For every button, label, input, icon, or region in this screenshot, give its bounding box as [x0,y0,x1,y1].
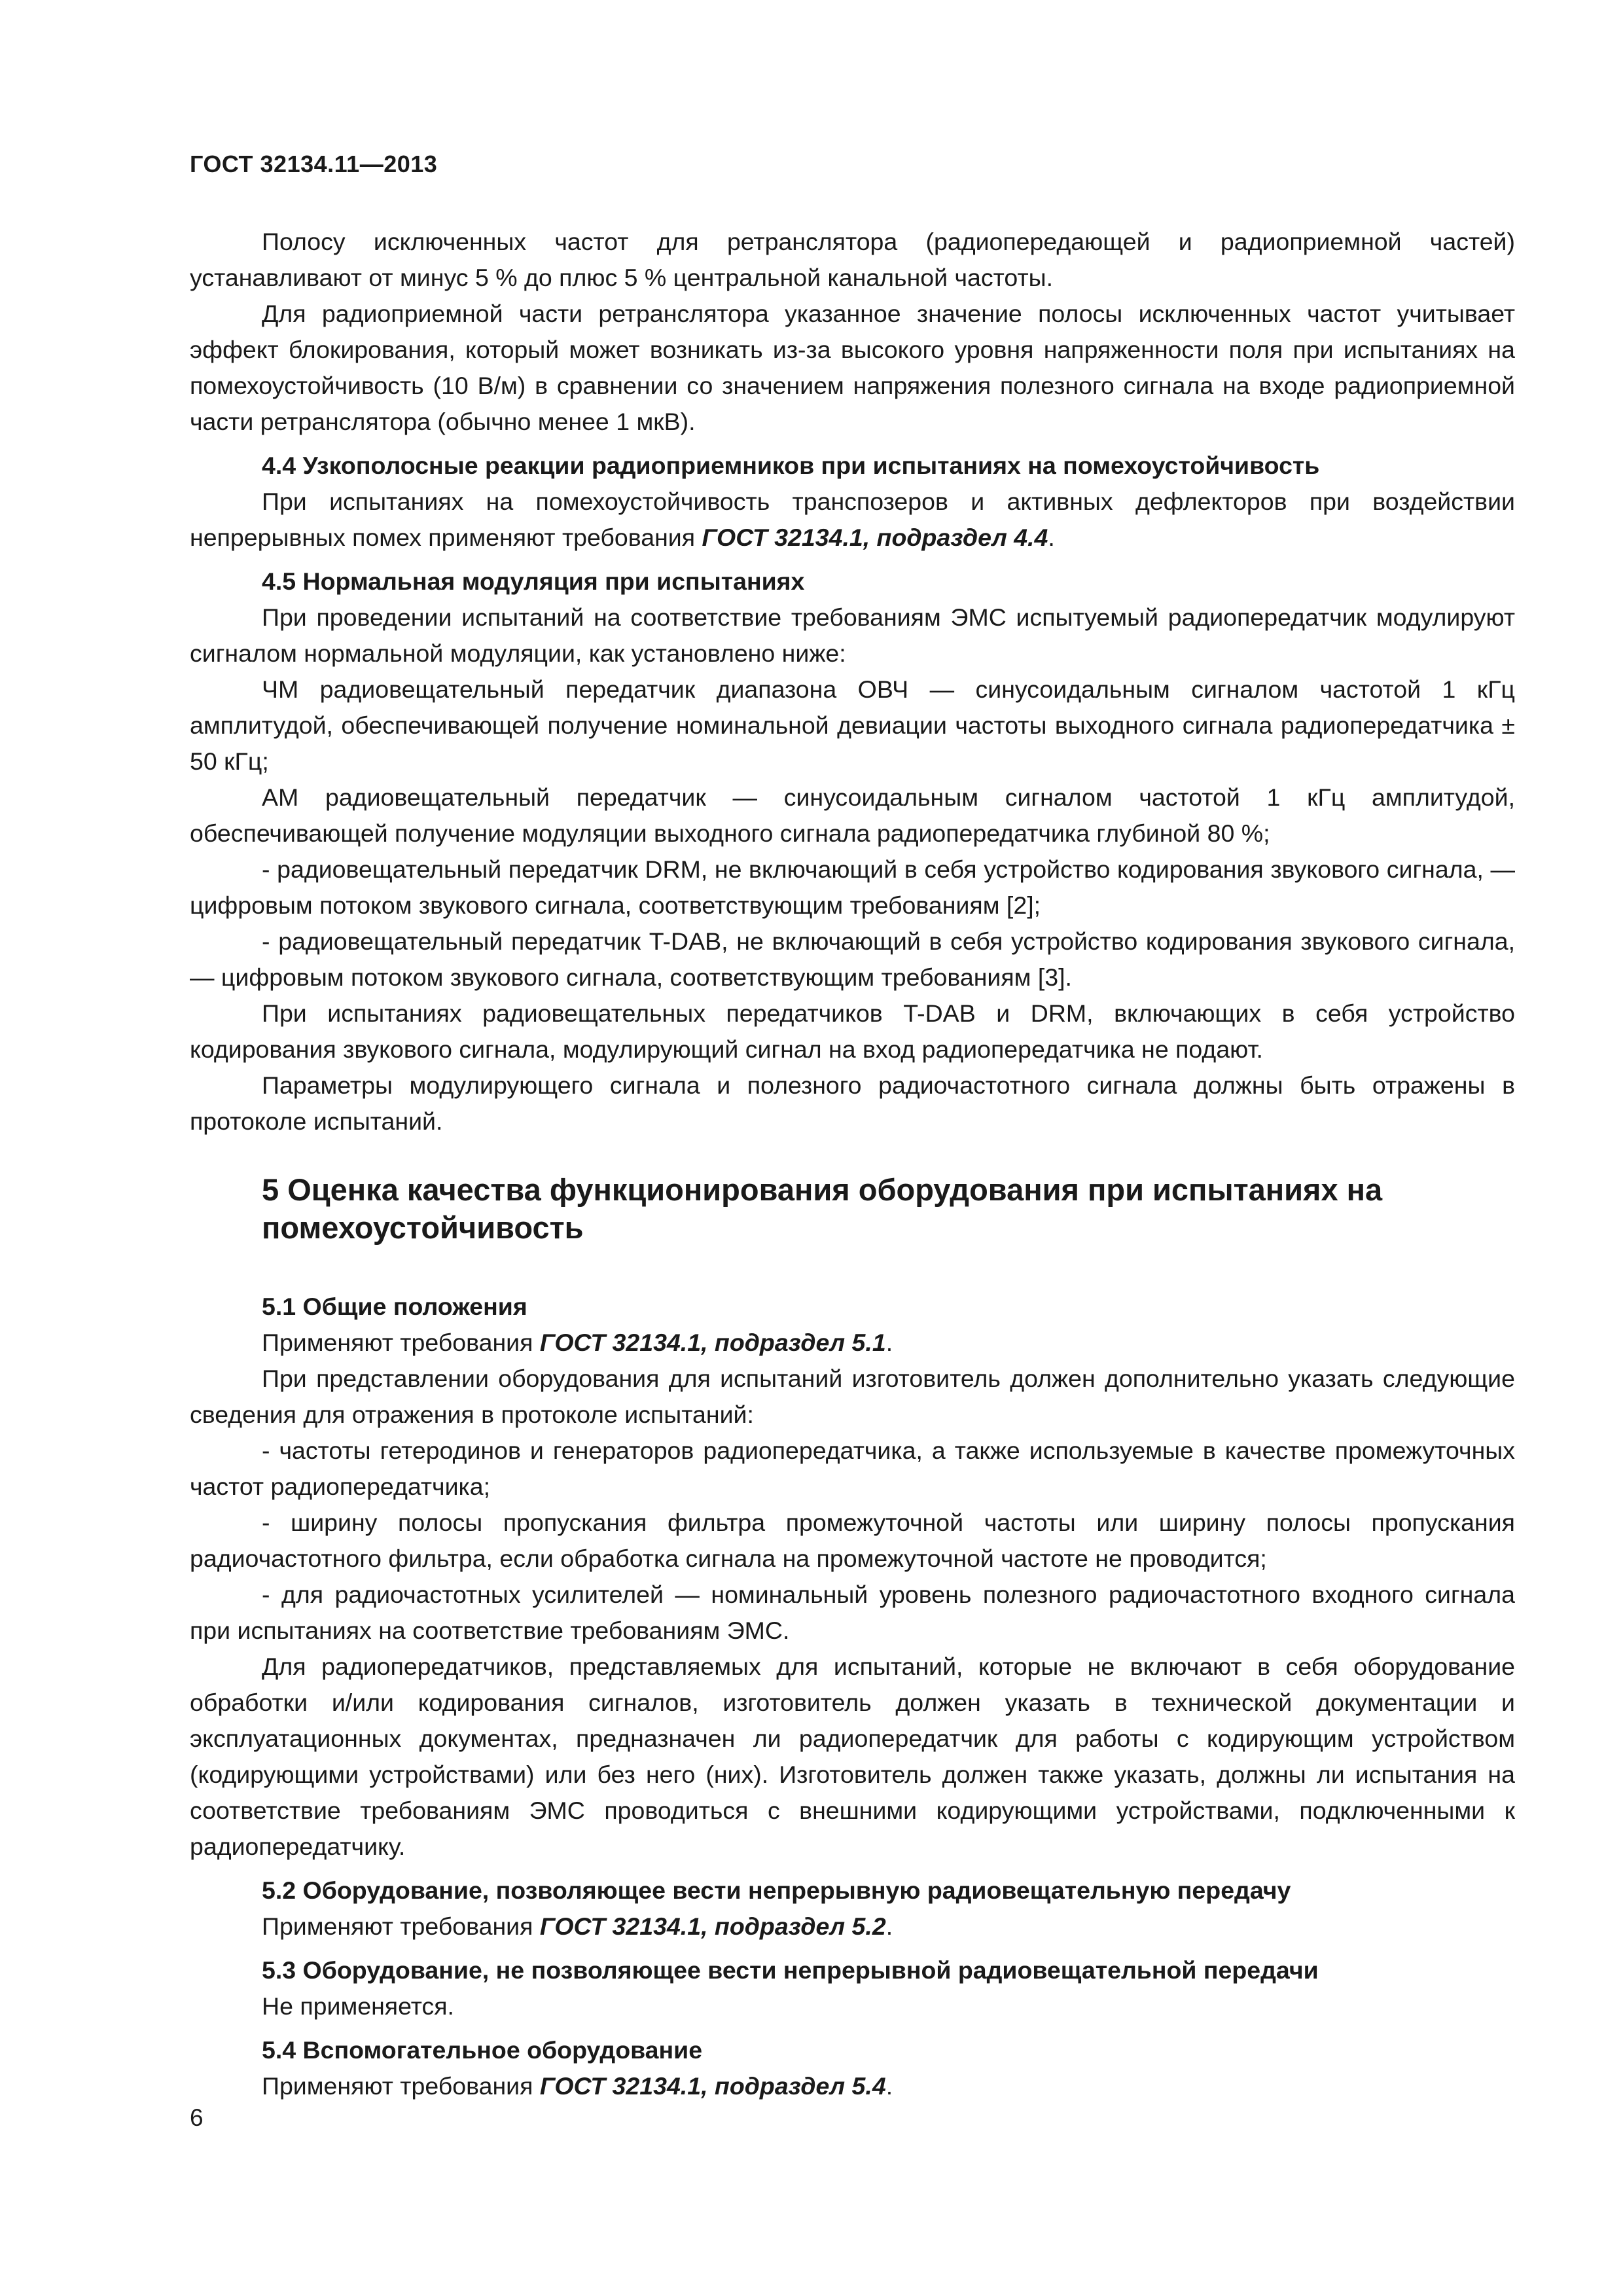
standard-reference: ГОСТ 32134.1, подраздел 5.1 [539,1329,886,1356]
list-item: - ширину полосы пропускания фильтра промежуточной частоты или ширину полосы пропускания радиочастотного фильтра, если обработка сигнала на промежуточной частоте не проводится; [190,1509,1515,1572]
section-4-4-title: 4.4 Узкополосные реакции радиоприемников при испытаниях на помехоустойчивость [262,452,1320,479]
paragraph: При представлении оборудования для испытаний изготовитель должен дополнительно указать следующие сведения для отражения в протоколе испытаний: [190,1365,1515,1428]
paragraph: Применяют требования ГОСТ 32134.1, подраздел 5.1. [262,1329,893,1356]
list-item: - радиовещательный передатчик T-DAB, не включающий в себя устройство кодирования звукового сигнала, — цифровым потоком звукового сигнала, соответствующим требованиям [3]. [190,927,1515,991]
paragraph: Не применяется. [262,1992,454,2020]
paragraph: Применяют требования ГОСТ 32134.1, подраздел 5.4. [262,2072,893,2100]
section-5-2-title: 5.2 Оборудование, позволяющее вести непрерывную радиовещательную передачу [262,1876,1291,1904]
standard-reference: ГОСТ 32134.1, подраздел 4.4 [702,524,1048,551]
list-item: - радиовещательный передатчик DRM, не включающий в себя устройство кодирования звукового сигнала, — цифровым потоком звукового сигнала, соответствующим требованиям [2]; [190,855,1515,919]
paragraph: АМ радиовещательный передатчик — синусоидальным сигналом частотой 1 кГц амплитудой, обеспечивающей получение модуляции выходного сигнала радиопередатчика глубиной 80 %; [190,783,1515,847]
paragraph: При проведении испытаний на соответствие требованиям ЭМС испытуемый радиопередатчик модулируют сигналом нормальной модуляции, как установлено ниже: [190,603,1515,667]
paragraph: При испытаниях радиовещательных передатчиков T-DAB и DRM, включающих в себя устройство кодирования звукового сигнала, модулирующий сигнал на вход радиопередатчика не подают. [190,999,1515,1063]
paragraph: Параметры модулирующего сигнала и полезного радиочастотного сигнала должны быть отражены в протоколе испытаний. [190,1071,1515,1135]
list-item: - для радиочастотных усилителей — номинальный уровень полезного радиочастотного входного сигнала при испытаниях на соответствие требованиям ЭМС. [190,1581,1515,1644]
paragraph: Для радиопередатчиков, представляемых для испытаний, которые не включают в себя оборудование обработки и/или кодирования сигналов, изготовитель должен указать в технической документации и эксплуатационных документах, предназначен ли радиопередатчик для работы с кодирующим устройством (кодирующими устройствами) или без него (них). Изготовитель должен также указать, должны ли испытания на соответствие требованиям ЭМС проводиться с внешними кодирующими устройствами, подключенными к радиопередатчику. [190,1653,1515,1860]
paragraph: ЧМ радиовещательный передатчик диапазона ОВЧ — синусоидальным сигналом частотой 1 кГц амплитудой, обеспечивающей получение номинальной девиации частоты выходного сигнала радиопередатчика ± 50 кГц; [190,675,1515,775]
list-item: - частоты гетеродинов и генераторов радиопередатчика, а также используемые в качестве промежуточных частот радиопередатчика; [190,1437,1515,1500]
paragraph: Для радиоприемной части ретранслятора указанное значение полосы исключенных частот учитывает эффект блокирования, который может возникать из-за высокого уровня напряженности поля при испытаниях на помехоустойчивость (10 В/м) в сравнении со значением напряжения полезного сигнала на входе радиоприемной части ретранслятора (обычно менее 1 мкВ). [190,300,1515,435]
paragraph: Применяют требования ГОСТ 32134.1, подраздел 5.2. [262,1912,893,1940]
section-4-5-title: 4.5 Нормальная модуляция при испытаниях [262,567,805,595]
paragraph: При испытаниях на помехоустойчивость транспозеров и активных дефлекторов при воздействии непрерывных помех применяют требования ГОСТ 32134.1, подраздел 4.4. [190,488,1515,551]
section-5-title: 5 Оценка качества функционирования оборудования при испытаниях на помехоустойчивость [262,1172,1383,1245]
section-5-4-title: 5.4 Вспомогательное оборудование [262,2036,703,2064]
document-page [190,151,1515,2104]
page-number: 6 [190,2104,204,2131]
section-5-1-title: 5.1 Общие положения [262,1293,527,1320]
paragraph: Полосу исключенных частот для ретранслятора (радиопередающей и радиоприемной частей) устанавливают от минус 5 % до плюс 5 % центральной канальной частоты. [190,228,1515,291]
standard-reference: ГОСТ 32134.1, подраздел 5.4 [539,2072,886,2100]
standard-reference: ГОСТ 32134.1, подраздел 5.2 [539,1912,886,1940]
document-header: ГОСТ 32134.11—2013 [190,151,438,177]
section-5-3-title: 5.3 Оборудование, не позволяющее вести непрерывной радиовещательной передачи [262,1956,1319,1984]
